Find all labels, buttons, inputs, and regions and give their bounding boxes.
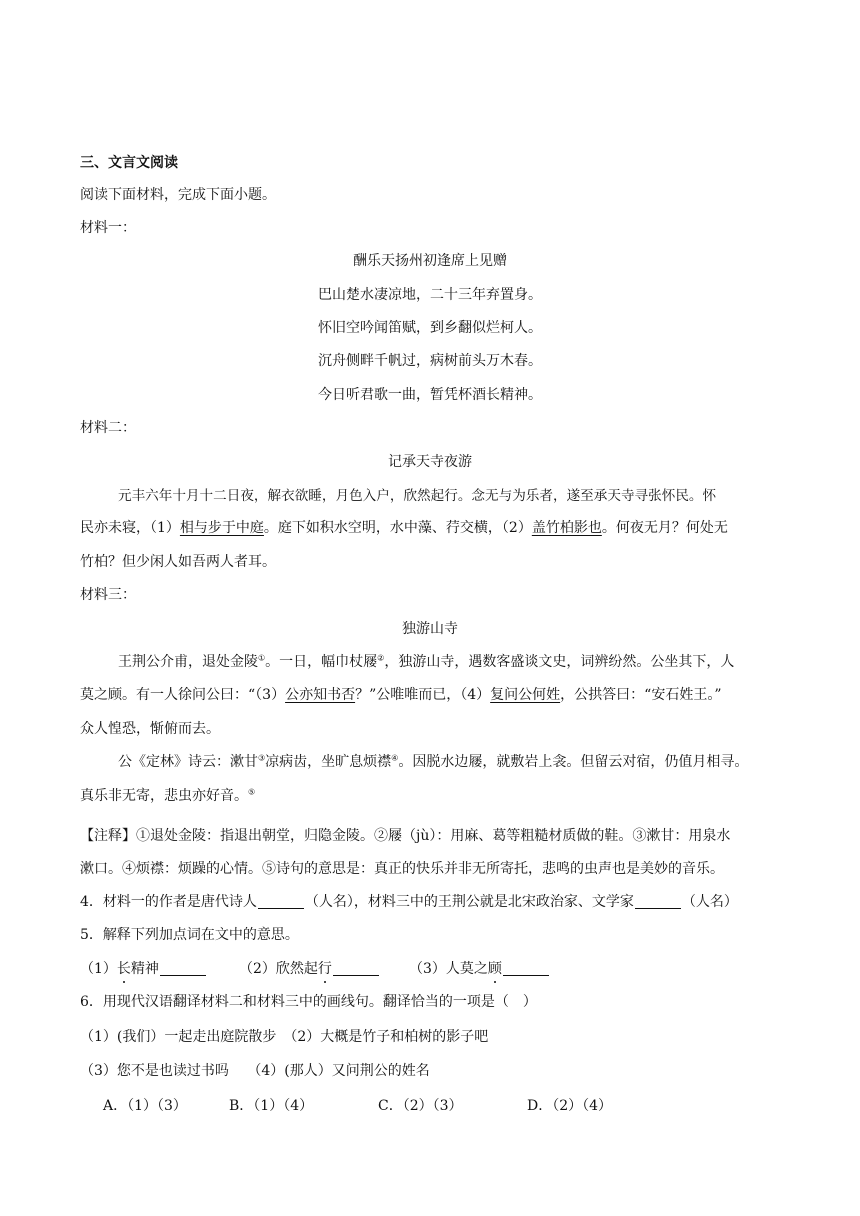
material2-title: 记承天寺夜游 <box>388 454 472 470</box>
dotted-word: 长 <box>117 958 131 978</box>
material2-label: 材料二： <box>80 420 136 436</box>
question-5-item-2: （2）欣然起行 <box>239 958 380 978</box>
material3-paragraph-line: 王荆公介甫，退处金陵①。一日，幅巾杖屦②，独游山寺，遇数客盛谈文史，词辨纷然。公坐其下，人 <box>118 653 735 670</box>
poem-line: 巴山楚水凄凉地，二十三年弃置身。 <box>318 287 542 303</box>
material2-paragraph-line: 民亦未寝，（1）相与步于中庭。庭下如积水空明，水中藻、荇交横，（2）盖竹柏影也。何夜无月？何处无 <box>80 520 728 536</box>
question-4: 4．材料一的作者是唐代诗人 （人名），材料三中的王荆公就是北宋政治家、文学家 （人名） <box>80 894 738 910</box>
option-a[interactable]: A．（1）（3） <box>103 1098 187 1114</box>
option-d[interactable]: D．（2）（4） <box>527 1098 613 1114</box>
dotted-word: 顾 <box>488 958 502 978</box>
option-b[interactable]: B．（1）（4） <box>229 1098 314 1114</box>
underlined-sentence-3: 公亦知书否 <box>285 687 356 703</box>
notes-line: 【注释】①退处金陵：指退出朝堂，归隐金陵。②屦（jù）：用麻、葛等粗糙材质做的鞋。③漱甘：用泉水 <box>80 828 731 844</box>
material2-paragraph-line: 竹柏？但少闲人如吾两人者耳。 <box>80 554 276 570</box>
material3-paragraph-line: 莫之顾。有一人徐问公曰：“（3）公亦知书否？”公唯唯而已，（4）复问公何姓，公拱答曰：“安石姓王。” <box>80 687 722 703</box>
question-6-stem: 6．用现代汉语翻译材料二和材料三中的画线句。翻译恰当的一项是（ ） <box>80 994 537 1010</box>
poem-line: 沉舟侧畔千帆过，病树前头万木春。 <box>318 353 542 369</box>
answer-blank[interactable] <box>160 961 206 976</box>
instruction-text: 阅读下面材料，完成下面小题。 <box>80 187 276 203</box>
question-6-line: （1）(我们）一起走出庭院散步 （2）大概是竹子和柏树的影子吧 <box>80 1029 489 1045</box>
underlined-sentence-2: 盖竹柏影也 <box>531 520 602 536</box>
material1-title: 酬乐天扬州初逢席上见赠 <box>353 253 507 269</box>
material3-title: 独游山寺 <box>402 621 458 637</box>
material3-poem-line: 公《定林》诗云：漱甘③凉病齿，坐旷息烦襟④。因脱水边屦，就敷岩上衾。但留云对宿，仍值月相寻。 <box>118 753 749 770</box>
footnote-marker: ② <box>377 653 385 663</box>
footnote-marker: ① <box>258 653 266 663</box>
footnote-marker: ③ <box>258 753 266 763</box>
answer-blank[interactable] <box>258 894 304 909</box>
material3-label: 材料三： <box>80 587 136 603</box>
section-title: 三、文言文阅读 <box>80 155 178 171</box>
underlined-sentence-1: 相与步于中庭 <box>179 520 264 536</box>
material3-paragraph-line: 众人惶恐，惭俯而去。 <box>80 721 220 737</box>
footnote-marker: ④ <box>391 753 399 763</box>
poem-line: 怀旧空吟闻笛赋，到乡翻似烂柯人。 <box>318 320 542 336</box>
question-5-item-1: （1）长精神 <box>80 958 207 978</box>
answer-blank[interactable] <box>503 961 549 976</box>
material3-poem-line: 真乐非无寄，悲虫亦好音。⑤ <box>80 787 256 804</box>
option-c[interactable]: C．（2）（3） <box>378 1098 463 1114</box>
poem-line: 今日听君歌一曲，暂凭杯酒长精神。 <box>318 387 542 403</box>
question-5-stem: 5．解释下列加点词在文中的意思。 <box>80 927 299 943</box>
answer-blank[interactable] <box>333 961 379 976</box>
question-5-item-3: （3）人莫之顾 <box>409 958 550 978</box>
underlined-sentence-4: 复问公何姓 <box>490 687 561 703</box>
footnote-marker: ⑤ <box>248 787 256 797</box>
dotted-word: 行 <box>318 958 332 978</box>
material2-paragraph-line: 元丰六年十月十二日夜，解衣欲睡，月色入户，欣然起行。念无与为乐者，遂至承天寺寻张怀民。怀 <box>118 488 717 504</box>
material1-label: 材料一： <box>80 220 136 236</box>
question-6-line: （3）您不是也读过书吗 （4）(那人）又问荆公的姓名 <box>80 1063 430 1079</box>
notes-line: 漱口。④烦襟：烦躁的心情。⑤诗句的意思是：真正的快乐并非无所寄托，悲鸣的虫声也是美妙的音乐。 <box>80 861 724 877</box>
answer-blank[interactable] <box>635 894 681 909</box>
